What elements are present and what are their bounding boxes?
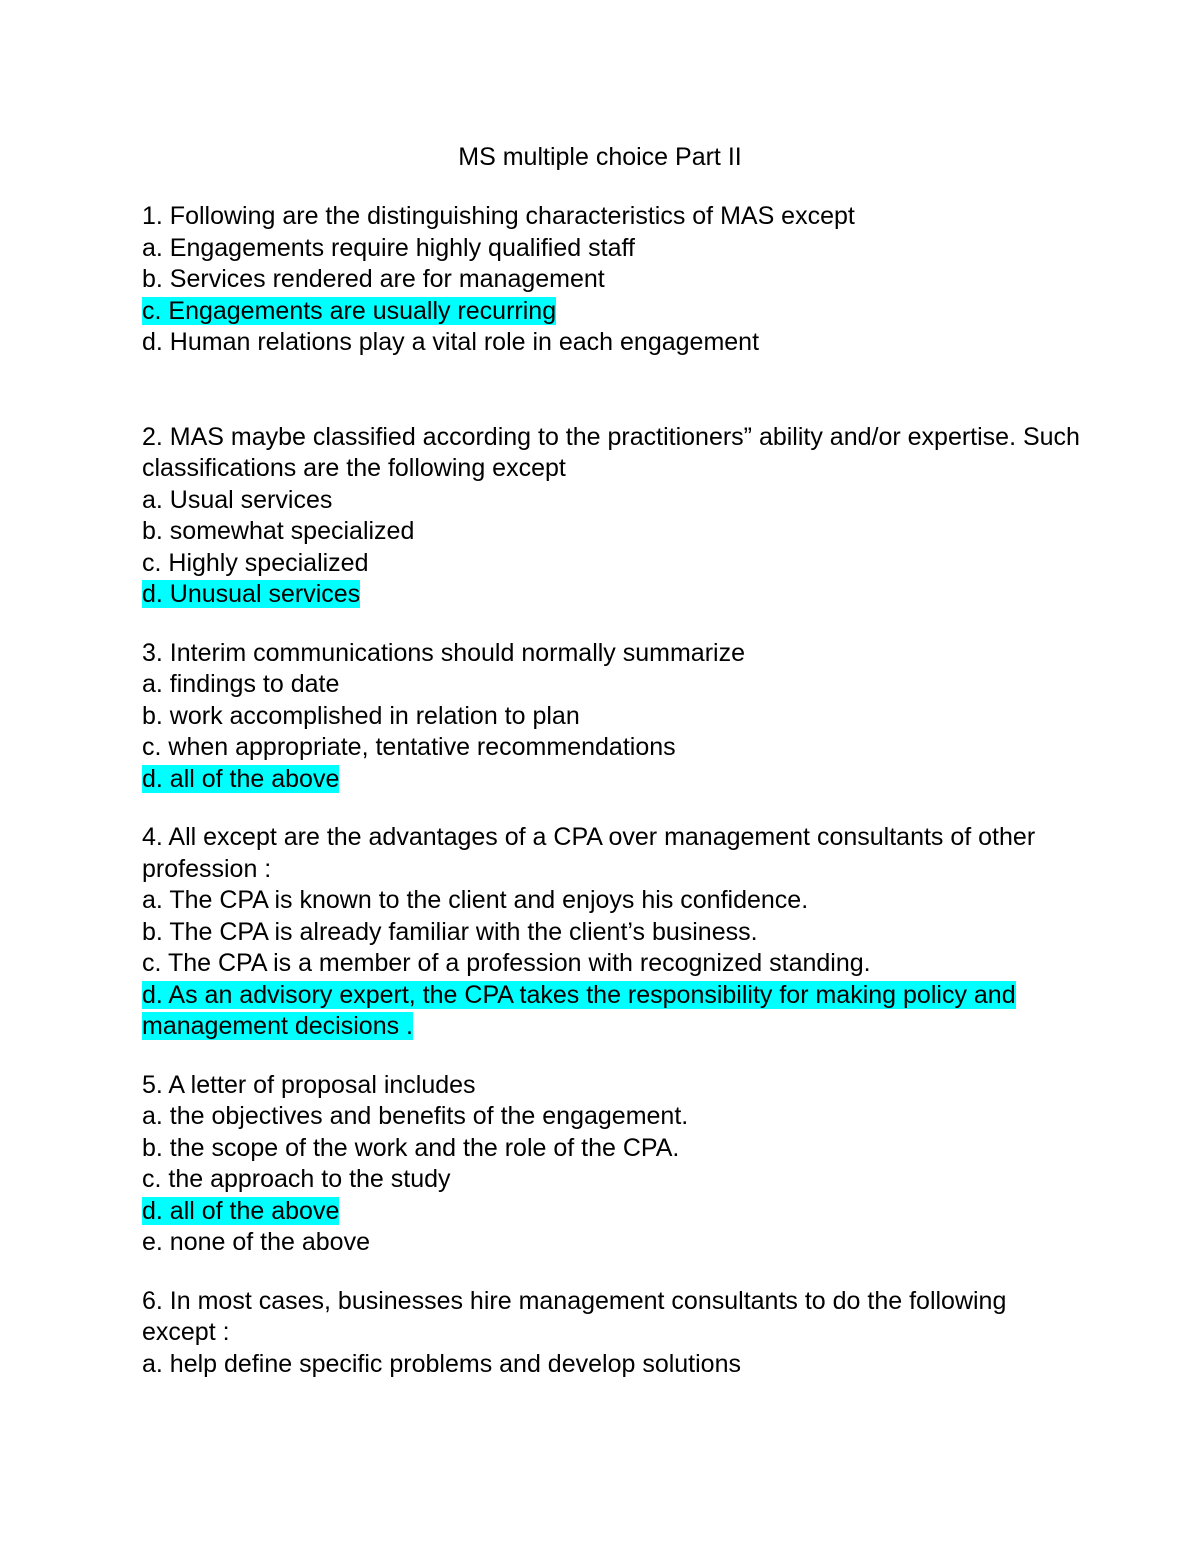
question-list — [142, 201, 1082, 1380]
question-6 — [142, 1286, 1082, 1381]
question-3 — [142, 638, 1082, 796]
question-stem: 3. Interim communications should normally summarize — [142, 638, 745, 667]
option-text: a. Usual services — [142, 485, 333, 514]
option-text: d. Human relations play a vital role in each engagement — [142, 328, 760, 356]
option-text: b. Services rendered are for management — [142, 265, 605, 293]
option-d-answer — [142, 980, 1082, 1043]
option-list — [142, 885, 1082, 1043]
highlighted-answer: d. all of the above — [142, 764, 340, 793]
spacer — [142, 795, 1082, 822]
option-b — [142, 701, 1082, 733]
option-a — [142, 1101, 1082, 1133]
option-a — [142, 885, 1082, 917]
question-stem: 2. MAS maybe classified according to the practitioners” ability and/or expertise. Such classifications are the following except — [142, 422, 1080, 482]
option-b — [142, 264, 1082, 296]
question-stem: 1. Following are the distinguishing characteristics of MAS except — [142, 202, 855, 230]
option-d-answer — [142, 1196, 1082, 1228]
option-c — [142, 1164, 1082, 1196]
spacer — [142, 359, 1082, 422]
option-a — [142, 233, 1082, 265]
option-text: c. Highly specialized — [142, 548, 369, 577]
highlighted-answer: d. Unusual services — [142, 580, 361, 608]
question-stem: 4. All except are the advantages of a CPA over management consultants of other profession : — [142, 823, 1036, 883]
question-stem: 6. In most cases, businesses hire management consultants to do the following except : — [142, 1286, 1007, 1346]
highlighted-answer: c. Engagements are usually recurring — [142, 296, 557, 325]
option-list — [142, 669, 1082, 795]
option-text: a. findings to date — [142, 670, 340, 698]
option-b — [142, 1133, 1082, 1165]
option-b — [142, 917, 1082, 949]
option-a — [142, 485, 1082, 517]
option-text: c. The CPA is a member of a profession with recognized standing. — [142, 949, 871, 977]
option-text: b. the scope of the work and the role of the CPA. — [142, 1133, 680, 1162]
highlighted-answer: d. all of the above — [142, 1196, 340, 1225]
option-text: a. help define specific problems and develop solutions — [142, 1349, 741, 1378]
option-d — [142, 327, 1082, 359]
option-text: b. The CPA is already familiar with the client’s business. — [142, 917, 758, 946]
option-text: e. none of the above — [142, 1228, 370, 1256]
option-a — [142, 1349, 1082, 1381]
option-list — [142, 1349, 1082, 1381]
option-list — [142, 1101, 1082, 1259]
option-d-answer — [142, 579, 1082, 611]
option-text: b. work accomplished in relation to plan — [142, 701, 580, 730]
question-1 — [142, 201, 1082, 359]
option-text: a. The CPA is known to the client and enjoys his confidence. — [142, 886, 809, 914]
option-list — [142, 233, 1082, 359]
option-text: c. the approach to the study — [142, 1165, 451, 1193]
question-4 — [142, 822, 1082, 1043]
option-text: a. the objectives and benefits of the engagement. — [142, 1102, 689, 1130]
option-c — [142, 948, 1082, 980]
option-text: a. Engagements require highly qualified staff — [142, 233, 635, 262]
option-text: c. when appropriate, tentative recommendations — [142, 733, 676, 761]
option-d-answer — [142, 764, 1082, 796]
option-a — [142, 669, 1082, 701]
spacer — [142, 611, 1082, 638]
option-c-answer — [142, 296, 1082, 328]
option-e — [142, 1227, 1082, 1259]
option-c — [142, 548, 1082, 580]
question-5 — [142, 1070, 1082, 1259]
document-title: MS multiple choice Part II — [458, 143, 742, 171]
option-c — [142, 732, 1082, 764]
option-list — [142, 485, 1082, 611]
highlighted-answer: d. As an advisory expert, the CPA takes the responsibility for making policy and management decisions . — [142, 980, 1016, 1040]
option-text: b. somewhat specialized — [142, 517, 415, 545]
question-2 — [142, 422, 1082, 611]
spacer — [142, 1043, 1082, 1070]
spacer — [142, 1259, 1082, 1286]
question-stem: 5. A letter of proposal includes — [142, 1070, 476, 1099]
option-b — [142, 516, 1082, 548]
